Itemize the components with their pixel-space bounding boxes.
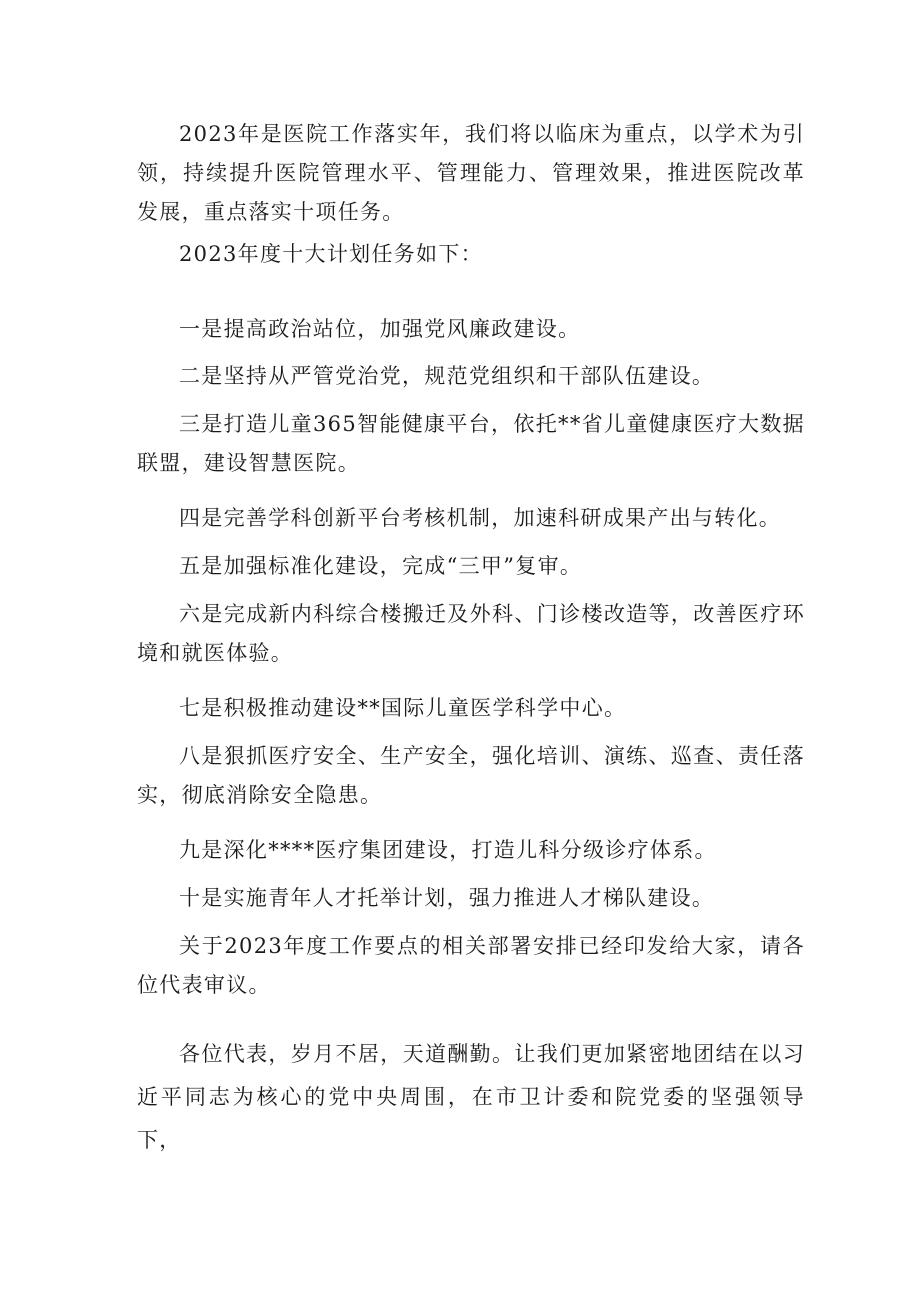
paragraph-task-heading: 2023年度十大计划任务如下： [179,242,483,266]
paragraph-task-6: 六是完成新内科综合楼搬迁及外科、门诊楼改造等，改善医疗环境和就医体验。 [137,602,805,665]
paragraph-task-9: 九是深化****医疗集团建设，打造儿科分级诊疗体系。 [179,838,717,862]
paragraph-review-request: 关于2023年度工作要点的相关部署安排已经印发给大家，请各位代表审议。 [137,934,805,997]
paragraph-closing: 各位代表，岁月不居，天道酬勤。让我们更加紧密地团结在以习近平同志为核心的党中央周围，在市卫计委和院党委的坚强领导下， [137,1042,805,1152]
paragraph-intro: 2023年是医院工作落实年，我们将以临床为重点，以学术为引领，持续提升医院管理水平、管理能力、管理效果，推进医院改革发展，重点落实十项任务。 [137,122,805,224]
paragraph-task-10: 十是实施青年人才托举计划，强力推进人才梯队建设。 [179,886,715,910]
paragraph-task-8: 八是狠抓医疗安全、生产安全，强化培训、演练、巡查、责任落实，彻底消除安全隐患。 [137,744,805,807]
paragraph-task-4: 四是完善学科创新平台考核机制，加速科研成果产出与转化。 [179,506,782,530]
paragraph-task-2: 二是坚持从严管党治党，规范党组织和干部队伍建设。 [179,364,715,388]
paragraph-task-3: 三是打造儿童365智能健康平台，依托**省儿童健康医疗大数据联盟，建设智慧医院。 [137,412,805,475]
paragraph-task-5: 五是加强标准化建设，完成“三甲”复审。 [179,554,583,578]
paragraph-task-7: 七是积极推动建设**国际儿童医学科学中心。 [179,696,627,720]
paragraph-task-1: 一是提高政治站位，加强党风廉政建设。 [179,317,581,341]
